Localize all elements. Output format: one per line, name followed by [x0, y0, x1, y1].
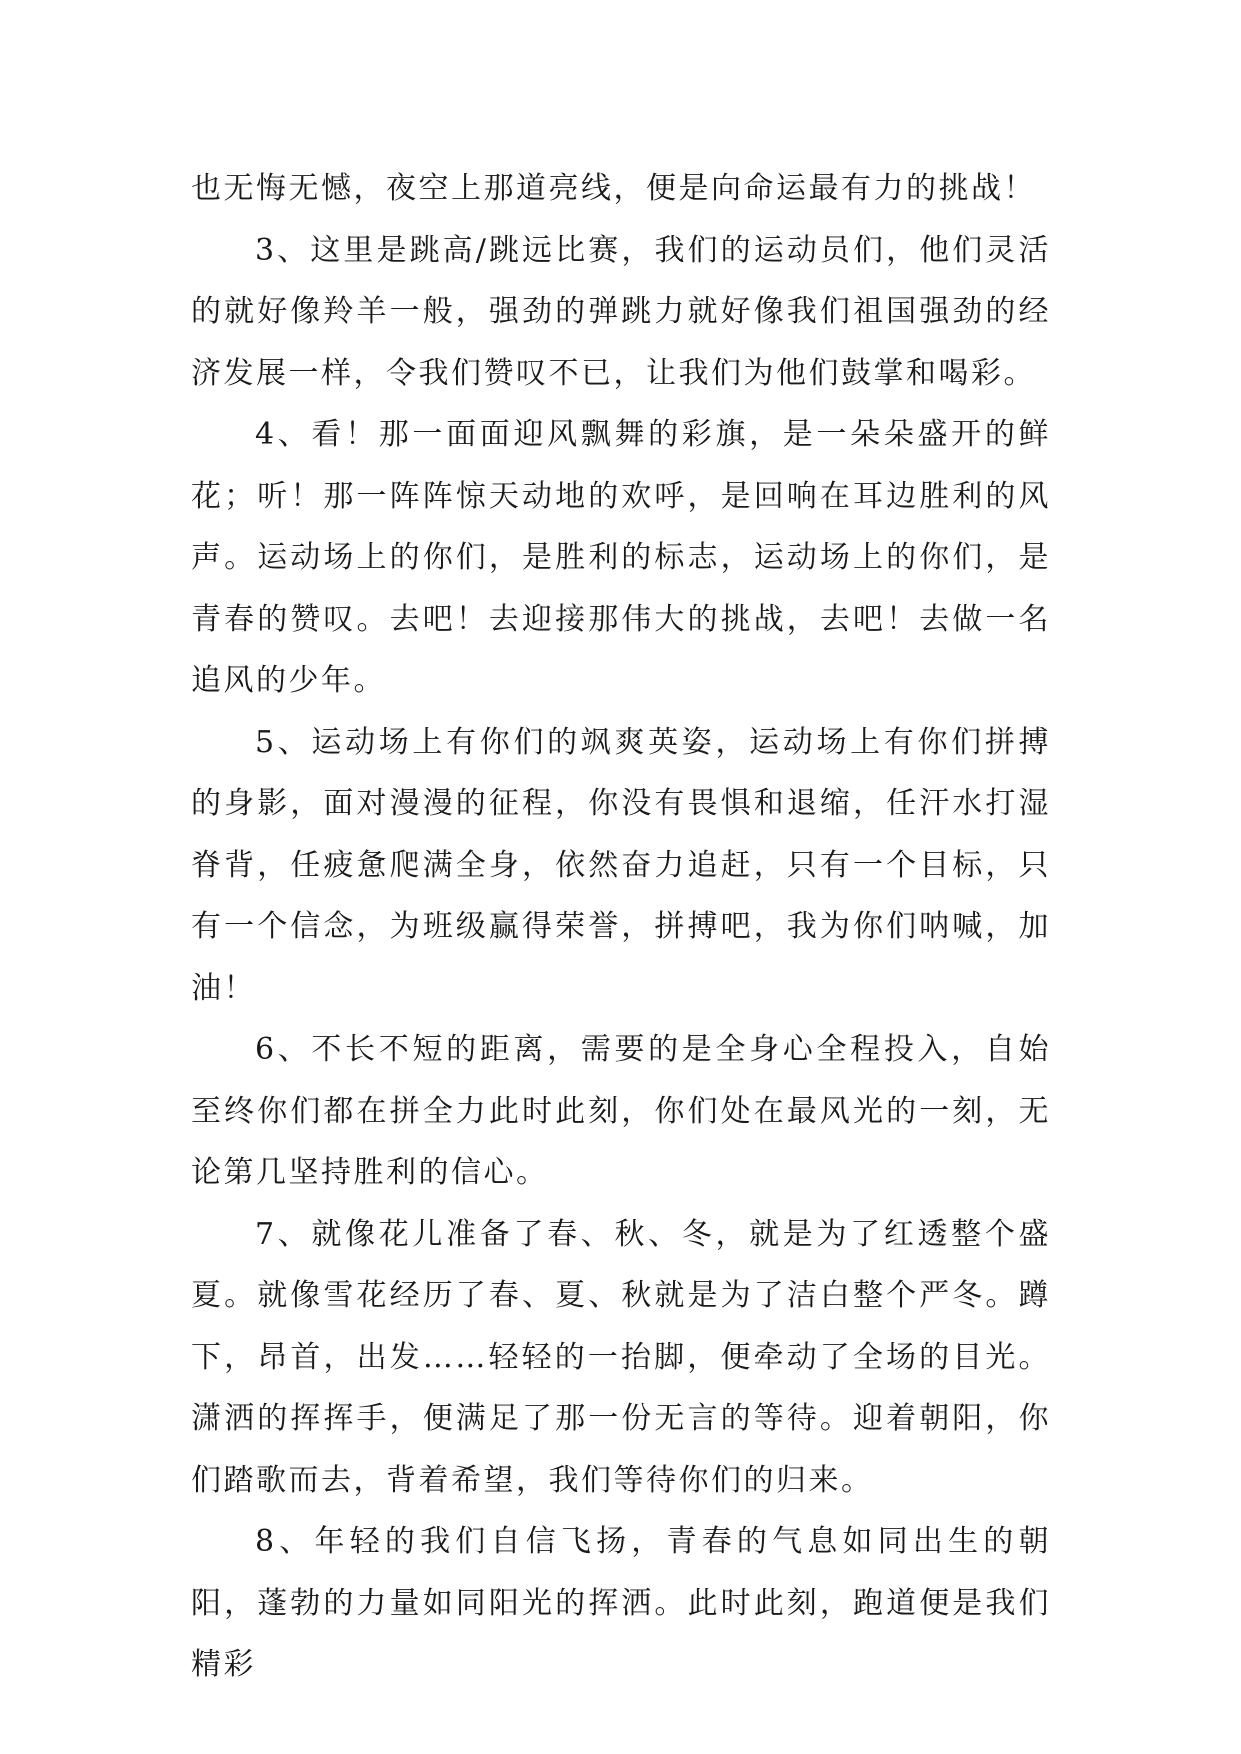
- paragraph-8: 8、年轻的我们自信飞扬，青春的气息如同出生的朝阳，蓬勃的力量如同阳光的挥洒。此时此刻，跑道便是我们精彩: [191, 1524, 1051, 1682]
- paragraph-6: 6、不长不短的距离，需要的是全身心全程投入，自始至终你们都在拼全力此时此刻，你们处在最风光的一刻，无论第几坚持胜利的信心。: [191, 1032, 1051, 1190]
- paragraph-5: 5、运动场上有你们的飒爽英姿，运动场上有你们拼搏的身影，面对漫漫的征程，你没有畏惧和退缩，任汗水打湿脊背，任疲惫爬满全身，依然奋力追赶，只有一个目标，只有一个信念，为班级赢得荣誉，拼搏吧，我为你们呐喊，加油！: [191, 724, 1051, 1006]
- paragraph-3: 3、这里是跳高/跳远比赛，我们的运动员们，他们灵活的就好像羚羊一般，强劲的弹跳力就好像我们祖国强劲的经济发展一样，令我们赞叹不已，让我们为他们鼓掌和喝彩。: [191, 232, 1051, 391]
- paragraph-4: 4、看！那一面面迎风飘舞的彩旗，是一朵朵盛开的鲜花；听！那一阵阵惊天动地的欢呼，是回响在耳边胜利的风声。运动场上的你们，是胜利的标志，运动场上的你们，是青春的赞叹。去吧！去迎接那伟大的挑战，去吧！去做一名追风的少年。: [191, 417, 1051, 698]
- paragraph-continuation: 也无悔无憾，夜空上那道亮线，便是向命运最有力的挑战！: [191, 171, 1036, 206]
- document-body: [191, 158, 1051, 1696]
- paragraph-7: 7、就像花儿准备了春、秋、冬，就是为了红透整个盛夏。就像雪花经历了春、夏、秋就是为了洁白整个严冬。蹲下，昂首，出发……轻轻的一抬脚，便牵动了全场的目光。潇洒的挥挥手，便满足了那一份无言的等待。迎着朝阳，你们踏歌而去，背着希望，我们等待你们的归来。: [191, 1216, 1051, 1498]
